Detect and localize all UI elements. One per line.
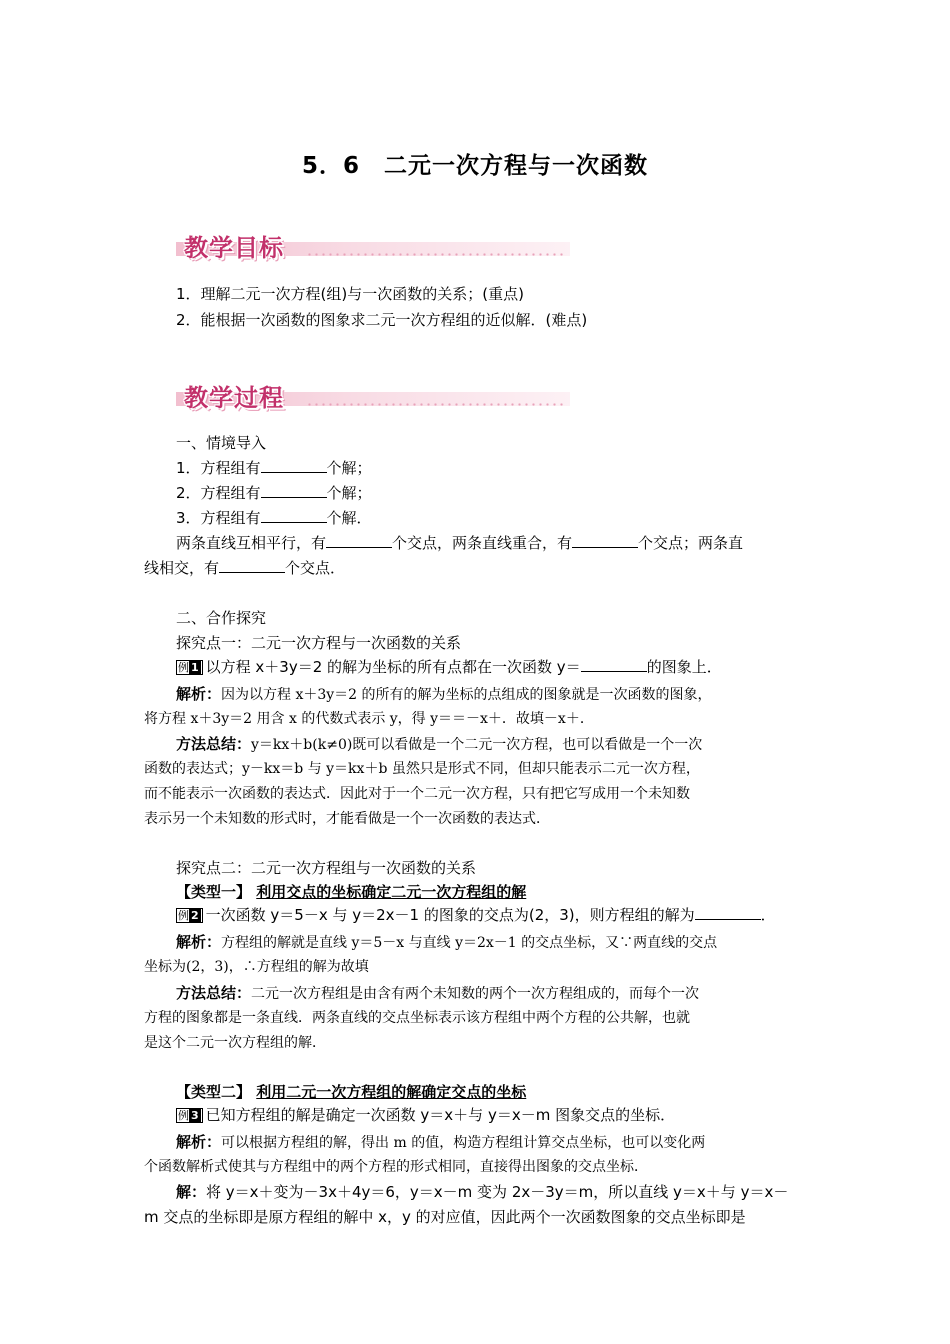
summary-line: 方程的图象都是一条直线．两条直线的交点坐标表示该方程组中两个方程的公共解，也就 (144, 1010, 690, 1026)
example-text: 一次函数 y＝5－x 与 y＝2x－1 的图象的交点为(2，3)，则方程组的解为 (205, 906, 695, 924)
question-text: 个解； (326, 484, 372, 502)
example-badge (176, 908, 203, 923)
question-text: 3．方程组有 (176, 509, 261, 527)
question-line (176, 507, 372, 528)
solution-line (176, 1181, 788, 1202)
analysis-line (176, 1131, 705, 1152)
paragraph-text: 两条直线互相平行，有 (176, 534, 327, 552)
type-heading (176, 881, 526, 902)
example-text: 已知方程组的解是确定一次函数 y＝x＋与 y＝x－m 图象交点的坐标． (205, 1106, 676, 1124)
paragraph-text: 个交点． (285, 559, 346, 577)
page-title: 5．6 二元一次方程与一次函数 (301, 153, 648, 179)
example-line (176, 656, 722, 677)
analysis-line (176, 683, 712, 704)
subsection-heading: 探究点一：二元一次方程与一次函数的关系 (176, 634, 462, 652)
paragraph-line (176, 532, 743, 553)
summary-line (176, 733, 702, 754)
summary-label: 方法总结： (176, 984, 252, 1002)
type-title: 利用二元一次方程组的解确定交点的坐标 (256, 1083, 527, 1101)
badge-number: 3 (191, 1109, 199, 1122)
analysis-text: 可以根据方程组的解，得出 m 的值，构造方程组计算交点坐标，也可以变化两 (221, 1135, 706, 1151)
example-badge (176, 660, 203, 675)
badge-number: 1 (191, 661, 199, 674)
objective-item: 1．理解二元一次方程(组)与一次函数的关系；(重点) (176, 285, 524, 303)
badge-prefix: 例 (178, 1109, 189, 1122)
paragraph-line (144, 557, 345, 578)
analysis-text: 方程组的解就是直线 y＝5－x 与直线 y＝2x－1 的交点坐标，又∵两直线的交点 (221, 935, 718, 951)
paragraph-text: 个交点，两条直线重合，有 (392, 534, 573, 552)
summary-line: 表示另一个未知数的形式时，才能看做是一个一次函数的表达式． (144, 811, 550, 827)
answer-blank (581, 657, 647, 672)
summary-text: y＝kx＋b(k≠0)既可以看做是一个二元一次方程，也可以看做是一个一次 (251, 737, 703, 753)
objectives-banner (176, 228, 570, 264)
analysis-label: 解析： (176, 685, 222, 703)
example-text: 以方程 x＋3y＝2 的解为坐标的所有点都在一次函数 y＝ (205, 658, 581, 676)
question-line (176, 482, 372, 503)
example-badge (176, 1108, 203, 1123)
summary-text: 二元一次方程组是由含有两个未知数的两个一次方程组成的，而每个一次 (251, 986, 700, 1002)
type-heading (176, 1081, 526, 1102)
badge-prefix: 例 (178, 661, 189, 674)
analysis-line: 个函数解析式使其与方程组中的两个方程的形式相同，直接得出图象的交点坐标． (144, 1159, 648, 1175)
example-line (176, 904, 776, 925)
answer-blank (261, 458, 327, 473)
example-line (176, 1104, 675, 1125)
answer-blank (261, 508, 327, 523)
paragraph-text: 个交点；两条直 (638, 534, 744, 552)
question-text: 2．方程组有 (176, 484, 261, 502)
analysis-text: 因为以方程 x＋3y＝2 的所有的解为坐标的点组成的图象就是一次函数的图象， (221, 687, 712, 703)
summary-line: 函数的表达式；y－kx＝b 与 y＝kx＋b 虽然只是形式不同，但却只能表示二元一次方程， (144, 761, 700, 777)
analysis-line (176, 931, 717, 952)
summary-line: 而不能表示一次函数的表达式．因此对于一个二元一次方程，只有把它写成用一个未知数 (144, 786, 690, 802)
solution-line: m 交点的坐标即是原方程组的解中 x，y 的对应值，因此两个一次函数图象的交点坐标即是 (144, 1208, 746, 1226)
subsection-heading: 探究点二：二元一次方程组与一次函数的关系 (176, 859, 477, 877)
objective-item: 2．能根据一次函数的图象求二元一次方程组的近似解．(难点) (176, 311, 588, 329)
section-heading: 一、情境导入 (176, 434, 267, 452)
badge-number: 2 (191, 909, 199, 922)
solution-label: 解： (176, 1183, 207, 1201)
analysis-line: 将方程 x＋3y＝2 用含 x 的代数式表示 y，得 y＝＝－x＋．故填－x＋． (144, 711, 594, 727)
question-text: 个解； (326, 459, 372, 477)
banner-dots (306, 253, 566, 256)
question-line (176, 457, 372, 478)
question-text: 个解． (326, 509, 372, 527)
analysis-label: 解析： (176, 933, 222, 951)
paragraph-text: 线相交，有 (144, 559, 220, 577)
type-title: 利用交点的坐标确定二元一次方程组的解 (256, 883, 527, 901)
answer-blank (261, 483, 327, 498)
summary-label: 方法总结： (176, 735, 252, 753)
type-tag: 【类型二】 (176, 1083, 252, 1101)
process-banner-label: 教学过程 (184, 384, 284, 412)
type-tag: 【类型一】 (176, 883, 252, 901)
solution-text: 将 y＝x＋变为－3x＋4y＝6，y＝x－m 变为 2x－3y＝m，所以直线 y＝x＋与 y＝x－ (206, 1183, 789, 1201)
summary-line: 是这个二元一次方程组的解． (144, 1035, 326, 1051)
example-text: ． (760, 906, 776, 924)
answer-blank (695, 905, 761, 920)
example-text: 的图象上． (646, 658, 722, 676)
answer-blank (572, 533, 638, 548)
answer-blank (219, 558, 285, 573)
banner-dots (306, 403, 566, 406)
analysis-label: 解析： (176, 1133, 222, 1151)
analysis-line: 坐标为(2，3)，∴方程组的解为故填 (144, 959, 369, 975)
objectives-banner-label: 教学目标 (184, 234, 284, 262)
answer-blank (326, 533, 392, 548)
summary-line (176, 982, 699, 1003)
process-banner (176, 378, 570, 414)
section-heading: 二、合作探究 (176, 609, 267, 627)
question-text: 1．方程组有 (176, 459, 261, 477)
badge-prefix: 例 (178, 909, 189, 922)
